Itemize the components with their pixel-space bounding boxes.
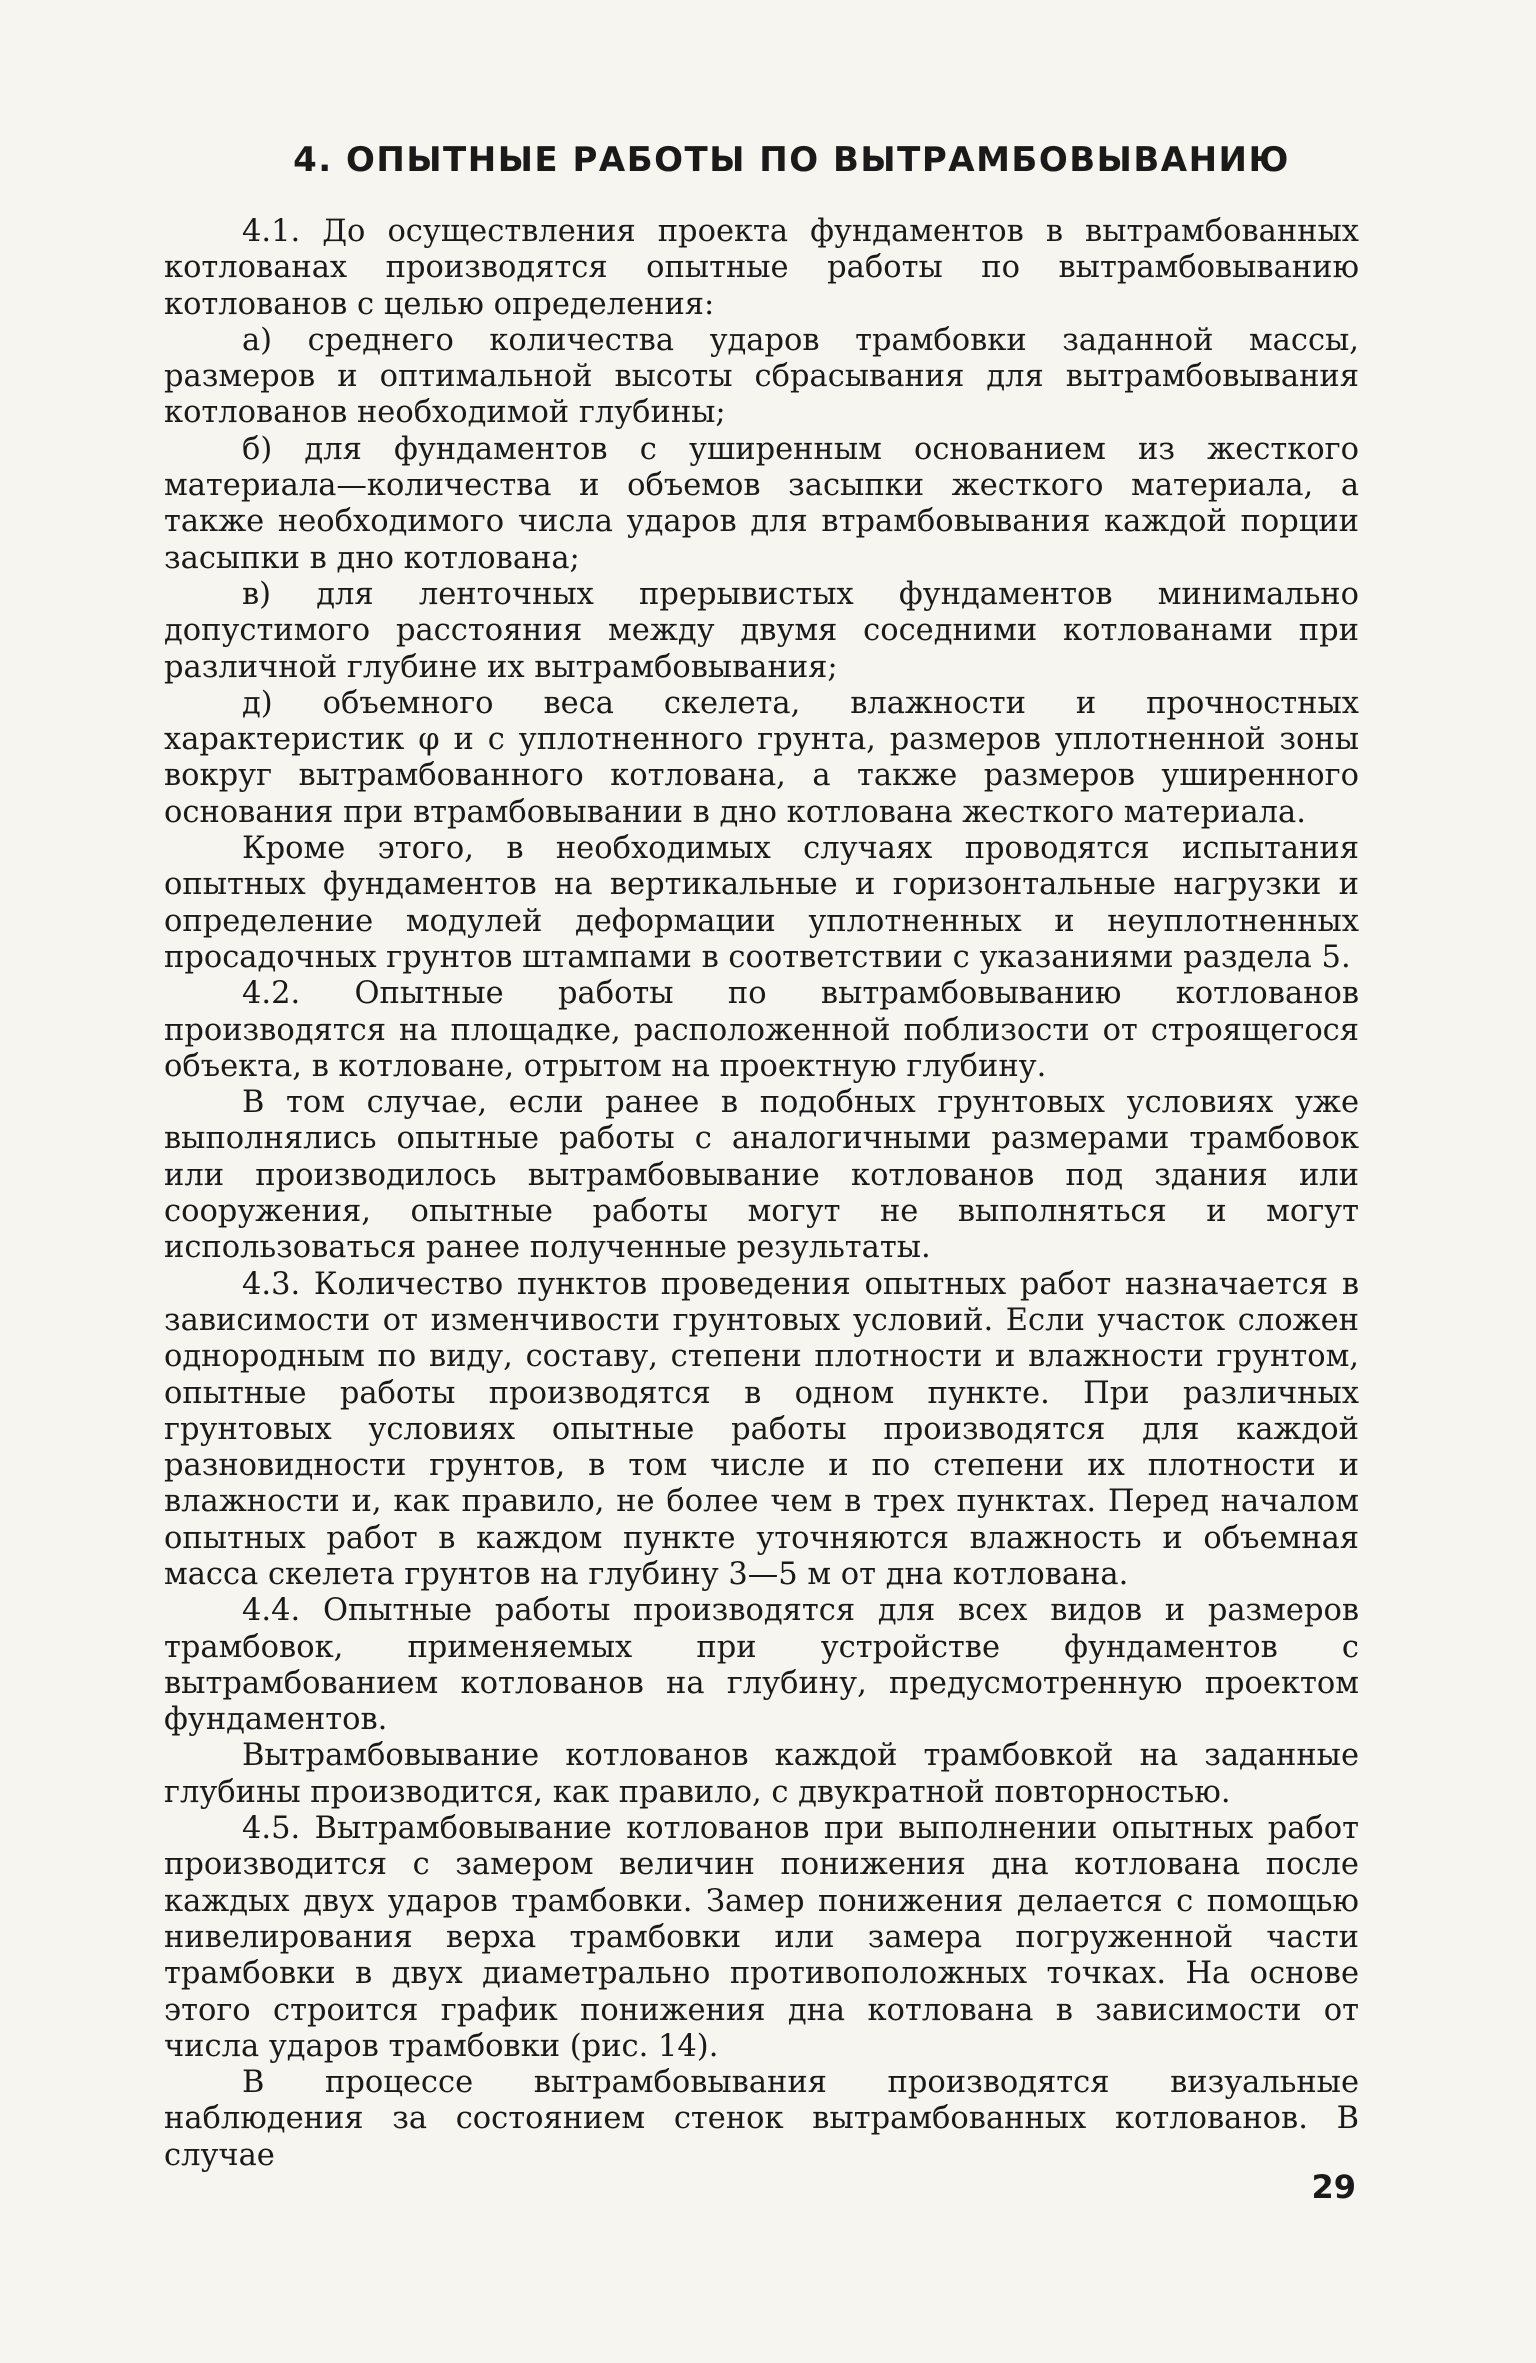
- paragraph-item-d: д) объемного веса скелета, влажности и прочностных характеристик φ и c уплотненного грунта, размеров уплотненной зоны вокруг вытрамбованного котлована, а также размеров уширенного основания при втрамбовывании в дно котлована жесткого материала.: [164, 685, 1359, 830]
- page-number: 29: [1311, 2168, 1356, 2206]
- paragraph-4-3: 4.3. Количество пунктов проведения опытных работ назначается в зависимости от изменчивости грунтовых условий. Если участок сложен однородным по виду, составу, степени плотности и влажности грунтом, опытные работы производятся в одном пункте. При различных грунтовых условиях опытные работы производятся для каждой разновидности грунтов, в том числе и по степени их плотности и влажности и, как правило, не более чем в трех пунктах. Перед началом опытных работ в каждом пункте уточняются влажность и объемная масса скелета грунтов на глубину 3—5 м от дна котлована.: [164, 1266, 1359, 1592]
- section-heading: 4. ОПЫТНЫЕ РАБОТЫ ПО ВЫТРАМБОВЫВАНИЮ: [293, 140, 1290, 180]
- paragraph-item-b: б) для фундаментов с уширенным основанием из жесткого материала—количества и объемов засыпки жесткого материала, а также необходимого числа ударов для втрамбовывания каждой порции засыпки в дно котлована;: [164, 431, 1359, 576]
- paragraph-repeatability: Вытрамбовывание котлованов каждой трамбовкой на заданные глубины производится, как правило, с двукратной повторностью.: [164, 1738, 1359, 1810]
- paragraph-item-v: в) для ленточных прерывистых фундаментов минимально допустимого расстояния между двумя соседними котлованами при различной глубине их вытрамбовывания;: [164, 576, 1359, 685]
- paragraph-item-a: а) среднего количества ударов трамбовки заданной массы, размеров и оптимальной высоты сбрасывания для вытрамбовывания котлованов необходимой глубины;: [164, 322, 1359, 431]
- paragraph-visual-observation: В процессе вытрамбовывания производятся визуальные наблюдения за состоянием стенок вытрамбованных котлованов. В случае: [164, 2065, 1359, 2173]
- page-content: [164, 140, 1359, 2174]
- paragraph-tests: Кроме этого, в необходимых случаях проводятся испытания опытных фундаментов на вертикальные и горизонтальные нагрузки и определение модулей деформации уплотненных и неуплотненных просадочных грунтов штампами в соответствии с указаниями раздела 5.: [164, 831, 1359, 975]
- paragraph-previous-results: В том случае, если ранее в подобных грунтовых условиях уже выполнялись опытные работы с аналогичными размерами трамбовок или производилось вытрамбовывание котлованов под здания или сооружения, опытные работы могут не выполняться и могут использоваться ранее полученные результаты.: [164, 1085, 1359, 1266]
- paragraph-4-2: 4.2. Опытные работы по вытрамбовыванию котлованов производятся на площадке, расположенной поблизости от строящегося объекта, в котловане, отрытом на проектную глубину.: [164, 976, 1359, 1084]
- paragraph-4-5: 4.5. Вытрамбовывание котлованов при выполнении опытных работ производится с замером величин понижения дна котлована после каждых двух ударов трамбовки. Замер понижения делается с помощью нивелирования верха трамбовки или замера погруженной части трамбовки в двух диаметрально противоположных точках. На основе этого строится график понижения дна котлована в зависимости от числа ударов трамбовки (рис. 14).: [164, 1811, 1359, 2064]
- paragraph-4-4: 4.4. Опытные работы производятся для всех видов и размеров трамбовок, применяемых при устройстве фундаментов с вытрамбованием котлованов на глубину, предусмотренную проектом фундаментов.: [164, 1593, 1359, 1738]
- paragraph-4-1: 4.1. До осуществления проекта фундаментов в вытрамбованных котлованах производятся опытные работы по вытрамбовыванию котлованов с целью определения:: [164, 214, 1359, 322]
